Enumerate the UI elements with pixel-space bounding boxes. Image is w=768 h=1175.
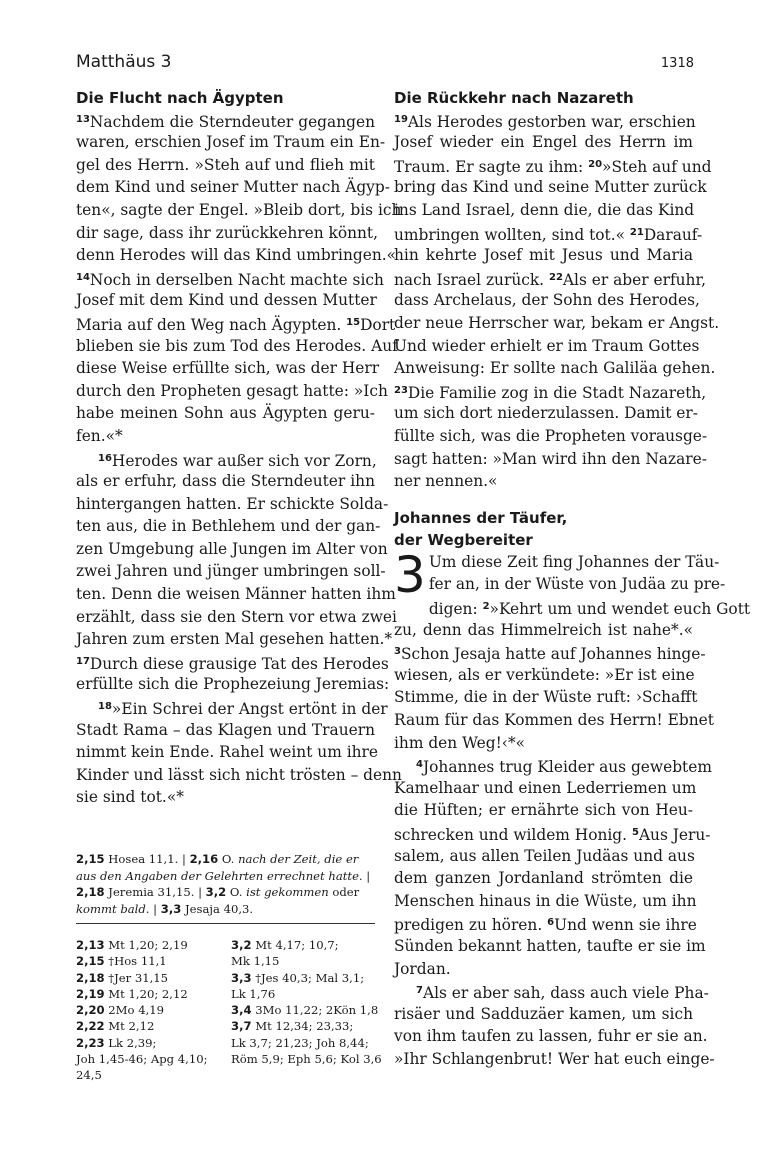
line-text: Stimme, die in der Wüste ruft: ›Schafft: [394, 688, 698, 707]
right-text-line: [394, 686, 698, 709]
cross-reference: [76, 1018, 231, 1034]
page-number: 1318: [660, 56, 694, 71]
left-text-line: [76, 786, 375, 809]
footnote-divider: [76, 923, 375, 924]
right-text-line: [394, 732, 693, 755]
right-text-line: [394, 289, 700, 312]
left-text-line: [76, 176, 390, 199]
line-text: Sünden bekannt hatten, taufte er sie im: [394, 936, 706, 955]
line-text: von ihm taufen zu lassen, fuhr er sie an.: [394, 1027, 708, 1046]
line-text: ten«, sagte der Engel. »Bleib dort, bis ich: [76, 200, 402, 219]
left-text-line: [76, 673, 390, 696]
line-text: Johannes trug Kleider aus gewebtem: [422, 758, 712, 777]
line-text: Als er aber erfuhr,: [562, 270, 707, 289]
cross-reference-text: Mt 12,34; 23,33;: [255, 1019, 354, 1034]
line-text: Herodes war außer sich vor Zorn,: [111, 451, 377, 470]
cross-reference-key: 3,7: [231, 1019, 252, 1034]
line-text: füllte sich, was die Propheten vorausge-: [394, 426, 708, 445]
line-text: nach Israel zurück.: [394, 270, 545, 289]
line-text: bring das Kind und seine Mutter zurück: [394, 178, 707, 197]
footnote-ref: 2,15: [76, 852, 105, 866]
verse-number: 13: [76, 113, 90, 125]
cross-reference-text: 3Mo 11,22; 2Kön 1,8: [255, 1003, 379, 1018]
left-text-line: [76, 267, 384, 290]
line-text: schrecken und wildem Honig.: [394, 826, 628, 844]
cross-reference: [231, 970, 377, 986]
line-text: erzählt, dass sie den Stern vor etwa zwei: [76, 607, 397, 626]
line-text: der neue Herrscher war, bekam er Angst.: [394, 313, 720, 332]
section-heading-flight-to-egypt: Die Flucht nach Ägypten: [76, 89, 284, 107]
line-text: zwei Jahren und jünger umbringen soll-: [76, 562, 386, 581]
left-text-line: [76, 538, 388, 561]
right-text-line: [394, 109, 696, 132]
line-text: »Ihr Schlangenbrut! Wer hat euch einge-: [394, 1049, 715, 1068]
footnote: 3,3 Jesaja 40,3.: [160, 901, 254, 916]
cross-reference: [231, 1018, 377, 1034]
line-text: zu, denn das Himmelreich ist nahe*.«: [394, 620, 693, 639]
right-text-line: [394, 596, 751, 619]
cross-reference: [76, 1002, 231, 1018]
drop-text-line: [394, 551, 720, 574]
cross-reference-text: Mk 1,15: [231, 954, 280, 969]
cross-reference-column-1: [76, 937, 231, 1084]
cross-reference: [76, 1035, 231, 1051]
right-text-line: [394, 244, 693, 267]
cross-reference-column-2: [231, 937, 382, 1067]
cross-reference-key: 2,20: [76, 1003, 105, 1018]
line-text: Die Familie zog in die Stadt Nazareth,: [407, 383, 707, 402]
line-text: »Kehrt um und wendet euch Gott: [489, 600, 751, 619]
section-heading-forerunner: der Wegbereiter: [394, 531, 533, 550]
verse-number: 21: [629, 226, 644, 238]
verse-number: 19: [394, 113, 408, 125]
right-text-line: [394, 176, 707, 199]
right-text-line: [394, 822, 711, 845]
left-text-line: [76, 109, 375, 132]
cross-reference-text: †Hos 11,1: [108, 954, 167, 969]
line-text: Und wenn sie ihre: [554, 916, 697, 935]
line-text: um sich dort niederzulassen. Damit er-: [394, 404, 698, 423]
right-text-line: [394, 335, 700, 358]
verse-number: 4: [416, 759, 423, 771]
left-text-line: [76, 199, 402, 222]
cross-reference-text: †Jer 31,15: [108, 970, 169, 985]
footnote: 3,2 O. ist gekommen oder kommt bald. |: [76, 885, 360, 916]
line-text: Kamelhaar und einen Lederriemen um: [394, 778, 697, 797]
right-text-line: [394, 402, 698, 425]
line-text: Dort: [360, 315, 396, 334]
left-text-line: [76, 741, 378, 764]
footnote-italic: kommt bald.: [76, 901, 150, 916]
right-text-line: [394, 664, 693, 687]
cross-reference: [231, 1035, 377, 1051]
line-text: Josef mit dem Kind und dessen Mutter: [76, 291, 377, 310]
footnote-ref: 3,3: [160, 901, 182, 916]
cross-reference: [231, 953, 377, 969]
line-text: dir sage, dass ihr zurückkehren könnt,: [76, 223, 378, 242]
line-text: Jordan.: [394, 959, 451, 978]
right-text-line: [394, 890, 697, 913]
running-head-book-chapter: Matthäus 3: [76, 52, 172, 72]
line-text: Josef wieder ein Engel des Herrn im: [394, 133, 693, 152]
left-text-line: [76, 222, 378, 245]
footnote: 2,18 Jeremia 31,15. |: [76, 885, 202, 899]
footnote-ref: 3,2: [205, 885, 227, 899]
line-text: digen:: [428, 600, 478, 619]
right-text-line: [394, 777, 697, 800]
line-text: dass Archelaus, der Sohn des Herodes,: [394, 291, 700, 310]
line-text: hin kehrte Josef mit Jesus und Maria: [394, 246, 693, 265]
right-text-line: [394, 470, 693, 493]
left-text-line: [76, 289, 375, 312]
right-text-line: [394, 935, 706, 958]
line-text: gel des Herrn. »Steh auf und flieh mit: [76, 155, 375, 174]
left-text-line: [76, 764, 402, 787]
cross-reference: [231, 1051, 382, 1067]
right-text-line: [394, 1048, 715, 1071]
right-text-line: [394, 312, 720, 335]
footnote-ref: 2,16: [189, 852, 219, 866]
left-text-line: [76, 335, 398, 358]
verse-number: 16: [98, 452, 112, 464]
verse-number: 17: [76, 655, 90, 667]
right-text-line: [394, 267, 707, 290]
left-text-line: [76, 131, 386, 154]
footnote-italic: ist gekommen: [246, 885, 329, 899]
cross-reference-text: †Jes 40,3; Mal 3,1;: [255, 970, 365, 985]
line-text: Und wieder erhielt er im Traum Gottes: [394, 336, 700, 355]
line-text: hintergangen hatten. Er schickte Solda-: [76, 494, 389, 513]
cross-reference-key: 2,19: [76, 986, 105, 1001]
verse-number: 5: [631, 827, 639, 838]
right-text-line: [394, 619, 693, 642]
right-text-line: [394, 980, 709, 1003]
left-text-line: [76, 628, 393, 651]
chapter-opening: [394, 545, 726, 604]
cross-reference-text: Joh 1,45-46; Apg 4,10;: [76, 1052, 208, 1067]
left-text-line: [76, 357, 380, 380]
footnote: 2,15 Hosea 11,1. |: [76, 852, 186, 866]
cross-reference: [76, 1067, 231, 1083]
left-text-line: [76, 448, 375, 471]
cross-reference-text: Mt 2,12: [108, 1019, 155, 1034]
right-text-line: [394, 199, 693, 222]
cross-reference-text: Lk 2,39;: [108, 1035, 157, 1050]
line-text: predigen zu hören.: [394, 916, 543, 935]
line-text: fer an, in der Wüste von Judäa zu pre-: [428, 575, 726, 594]
right-text-line: [394, 845, 693, 868]
line-text: habe meinen Sohn aus Ägypten geru-: [76, 404, 375, 423]
left-text-line: [76, 560, 386, 583]
line-text: sagt hatten: »Man wird ihn den Nazare-: [394, 449, 707, 468]
left-text-line: [76, 515, 381, 538]
left-text-line: [76, 244, 397, 267]
line-text: »Ein Schrei der Angst ertönt in der: [111, 700, 388, 719]
drop-cap-lines: [394, 545, 726, 604]
right-text-line: [394, 1025, 708, 1048]
left-text-line: [76, 696, 388, 719]
line-text: blieben sie bis zum Tod des Herodes. Auf: [76, 336, 398, 355]
verse-number: 6: [547, 917, 555, 929]
left-text-line: [76, 312, 396, 335]
right-text-line: [394, 380, 707, 403]
right-text-line: [394, 754, 712, 777]
line-text: diese Weise erfüllte sich, was der Herr: [76, 359, 380, 378]
cross-reference: [76, 986, 231, 1002]
line-text: fen.«*: [76, 426, 123, 445]
line-text: Kinder und lässt sich nicht trösten – denn: [76, 765, 402, 784]
left-text-line: [76, 493, 389, 516]
line-text: »Steh auf und: [602, 157, 712, 176]
line-text: nimmt kein Ende. Rahel weint um ihre: [76, 743, 378, 762]
line-text: denn Herodes will das Kind umbringen.«: [76, 246, 397, 265]
line-text: risäer und Sadduzäer kamen, um sich: [394, 1004, 693, 1023]
verse-number: 23: [394, 384, 408, 396]
line-text: ten. Denn die weisen Männer hatten ihm: [76, 585, 396, 604]
line-text: zen Umgebung alle Jungen im Alter von: [76, 539, 388, 558]
right-text-line: [394, 357, 716, 380]
line-text: Schon Jesaja hatte auf Johannes hinge-: [400, 645, 706, 664]
left-text-line: [76, 402, 375, 425]
verse-number: 18: [98, 701, 112, 713]
right-text-line: [394, 154, 712, 177]
section-heading-return-to-nazareth: Die Rückkehr nach Nazareth: [394, 89, 634, 107]
line-text: ten aus, die in Bethlehem und der gan-: [76, 517, 381, 536]
left-text-line: [76, 380, 388, 403]
line-text: Menschen hinaus in die Wüste, um ihn: [394, 891, 697, 910]
verse-number: 7: [416, 985, 423, 997]
cross-reference-key: 2,22: [76, 1019, 105, 1034]
line-text: umbringen wollten, sind tot.«: [394, 225, 626, 244]
verse-number: 2: [482, 601, 490, 613]
cross-reference-text: 2Mo 4,19: [108, 1003, 165, 1018]
line-text: dem ganzen Jordanland strömten die: [394, 869, 693, 888]
cross-reference: [76, 937, 231, 953]
line-text: Stadt Rama – das Klagen und Trauern: [76, 720, 375, 739]
cross-reference: [231, 937, 377, 953]
verse-number: 15: [346, 316, 361, 328]
right-text-line: [394, 867, 693, 890]
line-text: Als Herodes gestorben war, erschien: [407, 112, 696, 131]
right-body-text-2: [394, 596, 751, 1070]
cross-reference-key: 3,4: [231, 1003, 252, 1018]
left-text-line: [76, 651, 389, 674]
right-text-line: [394, 912, 697, 935]
cross-reference-text: Röm 5,9; Eph 5,6; Kol 3,6: [231, 1052, 382, 1067]
chapter-number-drop-cap: 3: [394, 545, 426, 604]
cross-reference: [76, 1051, 231, 1067]
footnotes: [76, 851, 375, 917]
line-text: Aus Jeru-: [638, 826, 711, 844]
verse-number: 14: [76, 271, 90, 283]
left-text-line: [76, 606, 397, 629]
line-text: wiesen, als er verkündete: »Er ist eine: [394, 665, 695, 684]
cross-reference-key: 2,15: [76, 954, 105, 969]
right-text-line: [394, 799, 693, 822]
drop-text-line: [394, 573, 726, 596]
cross-reference-text: Lk 3,7; 21,23; Joh 8,44;: [231, 1035, 369, 1050]
line-text: Noch in derselben Nacht machte sich: [89, 270, 384, 289]
right-body-text-1: [394, 109, 720, 493]
cross-reference: [76, 953, 231, 969]
line-text: Jahren zum ersten Mal gesehen hatten.*: [76, 630, 393, 649]
cross-reference: [231, 986, 377, 1002]
line-text: Als er aber sah, dass auch viele Pha-: [422, 984, 709, 1003]
right-text-line: [394, 131, 693, 154]
cross-reference-key: 3,2: [231, 938, 252, 952]
cross-reference-key: 2,23: [76, 1035, 105, 1050]
line-text: als er erfuhr, dass die Sterndeuter ihn: [76, 472, 375, 491]
cross-reference: [231, 1002, 377, 1018]
cross-reference: [76, 970, 231, 986]
line-text: Maria auf den Weg nach Ägypten.: [76, 315, 342, 334]
cross-reference-text: 24,5: [76, 1068, 102, 1083]
cross-reference-key: 2,18: [76, 970, 105, 985]
left-text-line: [76, 154, 375, 177]
right-text-line: [394, 958, 693, 981]
cross-reference-key: 3,3: [231, 970, 252, 985]
left-text-line: [76, 583, 396, 606]
line-text: die Hüften; er ernährte sich von Heu-: [394, 801, 693, 820]
line-text: durch den Propheten gesagt hatte: »Ich: [76, 381, 388, 400]
cross-reference-text: Mt 1,20; 2,19: [108, 938, 188, 952]
right-text-column: [394, 86, 751, 1071]
cross-reference-text: Lk 1,76: [231, 986, 276, 1001]
left-text-line: [76, 425, 375, 448]
right-text-line: [394, 448, 707, 471]
verse-number: 22: [548, 271, 563, 283]
line-text: Raum für das Kommen des Herrn! Ebnet: [394, 711, 714, 730]
line-text: Nachdem die Sterndeuter gegangen: [89, 112, 375, 131]
left-text-line: [76, 470, 375, 493]
line-text: Um diese Zeit fing Johannes der Täu-: [428, 552, 720, 571]
line-text: Durch diese grausige Tat des Herodes: [89, 654, 389, 673]
cross-reference-text: Mt 4,17; 10,7;: [255, 938, 339, 952]
footnote-ref: 2,18: [76, 885, 105, 899]
right-text-line: [394, 425, 708, 448]
line-text: ins Land Israel, denn die, die das Kind: [394, 200, 695, 219]
footnote: 2,16 O. nach der Zeit, die er aus den Angaben der Gelehrten errechnet hatte. |: [76, 852, 371, 883]
right-text-line: [394, 641, 706, 664]
left-text-line: [76, 719, 375, 742]
line-text: salem, aus allen Teilen Judäas und aus: [394, 846, 695, 865]
line-text: Darauf-: [643, 225, 703, 244]
verse-number: 20: [588, 158, 603, 170]
line-text: waren, erschien Josef im Traum ein En-: [76, 133, 386, 152]
right-text-line: [394, 709, 714, 732]
right-text-line: [394, 222, 703, 245]
footnote-italic: nach der Zeit, die er aus den Angaben der Gelehrten errechnet hatte.: [76, 852, 363, 883]
cross-reference-key: 2,13: [76, 938, 105, 952]
line-text: Traum. Er sagte zu ihm:: [394, 157, 584, 176]
line-text: sie sind tot.«*: [76, 788, 184, 807]
right-text-line: [394, 1003, 693, 1026]
line-text: erfüllte sich die Prophezeiung Jeremias:: [76, 675, 390, 694]
verse-number: 3: [394, 646, 401, 658]
cross-reference-text: Mt 1,20; 2,12: [108, 986, 188, 1001]
line-text: ihm den Weg!‹*«: [394, 733, 526, 752]
section-heading-john-the-baptist: Johannes der Täufer,: [394, 508, 568, 527]
line-text: Anweisung: Er sollte nach Galiläa gehen.: [394, 359, 716, 378]
line-text: dem Kind und seiner Mutter nach Ägyp-: [76, 178, 390, 197]
line-text: ner nennen.«: [394, 472, 498, 491]
